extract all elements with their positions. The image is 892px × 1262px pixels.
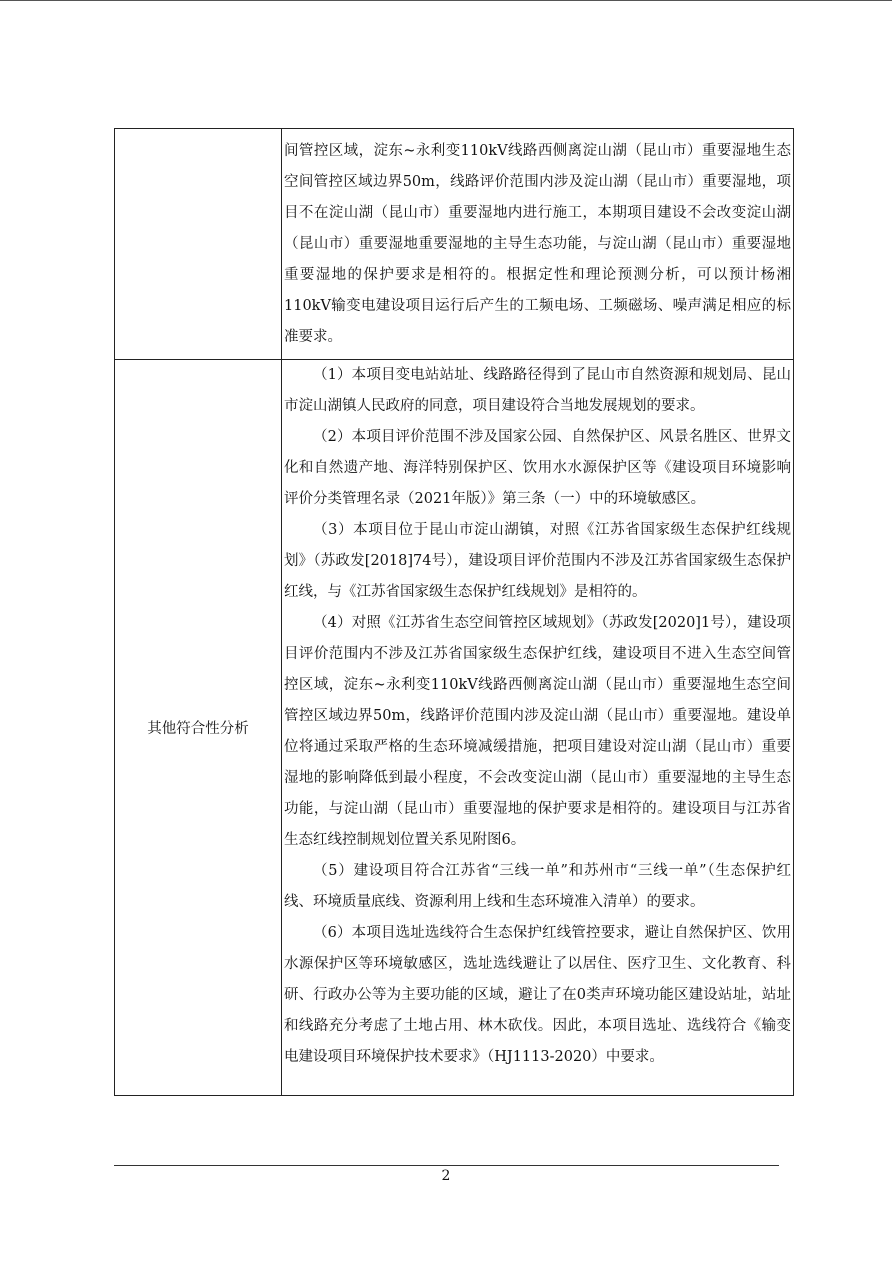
top-border-line bbox=[0, 0, 892, 1]
page-number: 2 bbox=[441, 1168, 451, 1184]
analysis-table bbox=[114, 128, 794, 1096]
paragraph-4: （4）对照《江苏省生态空间管控区域规划》（苏政发[2020]1号），建设项目评价范围内不涉及江苏省国家级生态保护红线，建设项目不进入生态空间管控区域，淀东~永利变110kV线路西侧离淀山湖（昆山市）重要湿地生态空间管控区域边界50m，线路评价范围内涉及淀山湖（昆山市）重要湿地。建设单位将通过采取严格的生态环境减缓措施，把项目建设对淀山湖（昆山市）重要湿地的影响降低到最小程度，不会改变淀山湖（昆山市）重要湿地的主导生态功能，与淀山湖（昆山市）重要湿地的保护要求是相符的。建设项目与江苏省生态红线控制规划位置关系见附图6。 bbox=[284, 615, 791, 848]
table-row bbox=[115, 129, 794, 360]
row-content bbox=[282, 360, 794, 1096]
footer-divider bbox=[114, 1165, 779, 1166]
paragraph-6: （6）本项目选址选线符合生态保护红线管控要求，避让自然保护区、饮用水源保护区等环境敏感区，选址选线避让了以居住、医疗卫生、文化教育、科研、行政办公等为主要功能的区域，避让了在0类声环境功能区建设站址，站址和线路充分考虑了土地占用、林木砍伐。因此，本项目选址、选线符合《输变电建设项目环境保护技术要求》（HJ1113-2020）中要求。 bbox=[284, 925, 791, 1065]
paragraph-1: （1）本项目变电站站址、线路路径得到了昆山市自然资源和规划局、昆山市淀山湖镇人民政府的同意，项目建设符合当地发展规划的要求。 bbox=[284, 367, 791, 414]
row-label-other-compliance: 其他符合性分析 bbox=[115, 360, 282, 1096]
table-row bbox=[115, 360, 794, 1096]
paragraph-2: （2）本项目评价范围不涉及国家公园、自然保护区、风景名胜区、世界文化和自然遗产地、海洋特别保护区、饮用水水源保护区等《建设项目环境影响评价分类管理名录（2021年版）》第三条（一）中的环境敏感区。 bbox=[284, 429, 791, 507]
paragraph-3: （3）本项目位于昆山市淀山湖镇，对照《江苏省国家级生态保护红线规划》（苏政发[2018]74号），建设项目评价范围内不涉及江苏省国家级生态保护红线，与《江苏省国家级生态保护红线规划》是相符的。 bbox=[284, 522, 791, 600]
row-content bbox=[282, 129, 794, 360]
paragraph-5: （5）建设项目符合江苏省“三线一单”和苏州市“三线一单”（生态保护红线、环境质量底线、资源利用上线和生态环境准入清单）的要求。 bbox=[284, 863, 791, 910]
paragraph: 间管控区域，淀东~永利变110kV线路西侧离淀山湖（昆山市）重要湿地生态空间管控区域边界50m，线路评价范围内涉及淀山湖（昆山市）重要湿地，项目不在淀山湖（昆山市）重要湿地内进行施工，本期项目建设不会改变淀山湖（昆山市）重要湿地重要湿地的主导生态功能，与淀山湖（昆山市）重要湿地重要湿地的保护要求是相符的。根据定性和理论预测分析，可以预计杨湘110kV输变电建设项目运行后产生的工频电场、工频磁场、噪声满足相应的标准要求。 bbox=[284, 143, 791, 345]
row-label bbox=[115, 129, 282, 360]
